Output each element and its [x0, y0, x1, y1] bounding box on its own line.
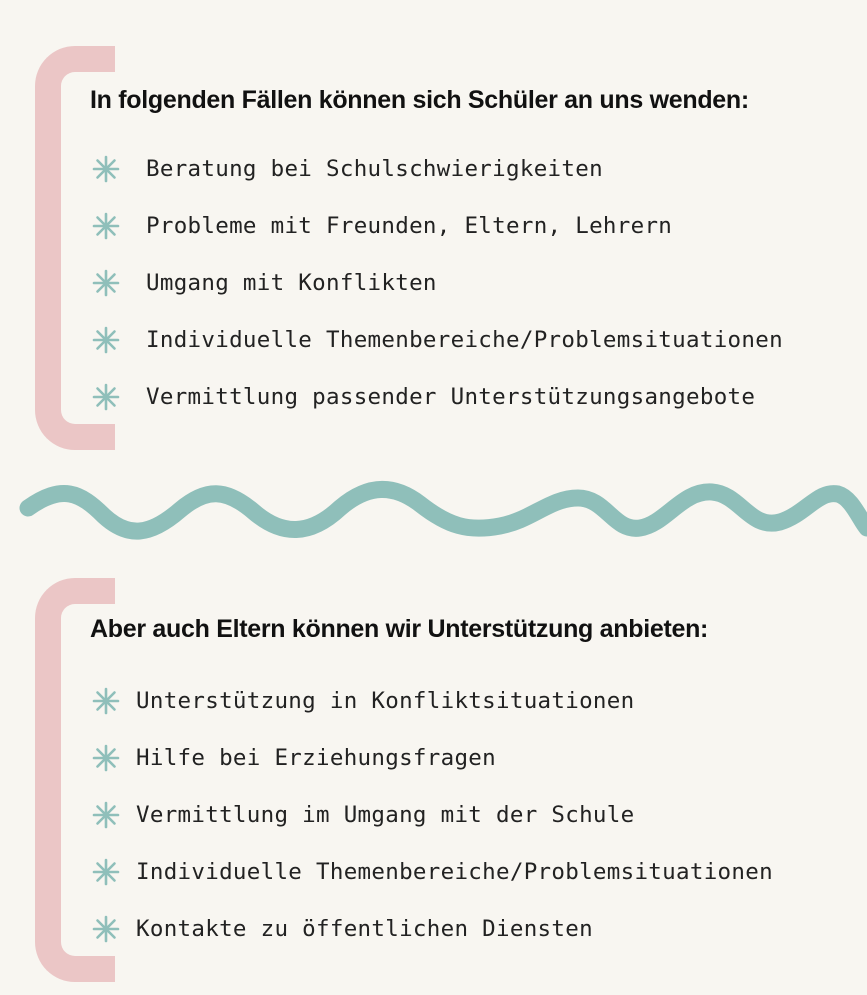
list-item: [90, 672, 773, 729]
wave-divider: [0, 470, 867, 560]
list-item: [90, 254, 783, 311]
students-list: [90, 140, 783, 425]
asterisk-icon: [92, 744, 120, 772]
parents-heading: Aber auch Eltern können wir Unterstützung anbieten:: [90, 615, 709, 643]
asterisk-icon: [92, 687, 120, 715]
list-item: [90, 729, 773, 786]
parents-list: [90, 672, 773, 957]
list-item-label: Vermittlung passender Unterstützungsangebote: [146, 383, 756, 410]
list-item: [90, 140, 783, 197]
list-item-label: Beratung bei Schulschwierigkeiten: [146, 155, 603, 182]
list-item: [90, 311, 783, 368]
list-item: [90, 843, 773, 900]
asterisk-icon: [92, 326, 120, 354]
list-item-label: Unterstützung in Konfliktsituationen: [136, 687, 635, 714]
list-item: [90, 900, 773, 957]
list-item-label: Umgang mit Konflikten: [146, 269, 437, 296]
list-item: [90, 197, 783, 254]
list-item: [90, 368, 783, 425]
asterisk-icon: [92, 212, 120, 240]
list-item-label: Hilfe bei Erziehungsfragen: [136, 744, 496, 771]
list-item-label: Kontakte zu öffentlichen Diensten: [136, 915, 593, 942]
list-item-label: Individuelle Themenbereiche/Problemsituationen: [136, 858, 773, 885]
list-item-label: Vermittlung im Umgang mit der Schule: [136, 801, 635, 828]
asterisk-icon: [92, 269, 120, 297]
students-heading: In folgenden Fällen können sich Schüler an uns wenden:: [90, 86, 749, 114]
asterisk-icon: [92, 801, 120, 829]
asterisk-icon: [92, 858, 120, 886]
asterisk-icon: [92, 383, 120, 411]
asterisk-icon: [92, 155, 120, 183]
asterisk-icon: [92, 915, 120, 943]
list-item: [90, 786, 773, 843]
list-item-label: Individuelle Themenbereiche/Problemsituationen: [146, 326, 783, 353]
list-item-label: Probleme mit Freunden, Eltern, Lehrern: [146, 212, 673, 239]
